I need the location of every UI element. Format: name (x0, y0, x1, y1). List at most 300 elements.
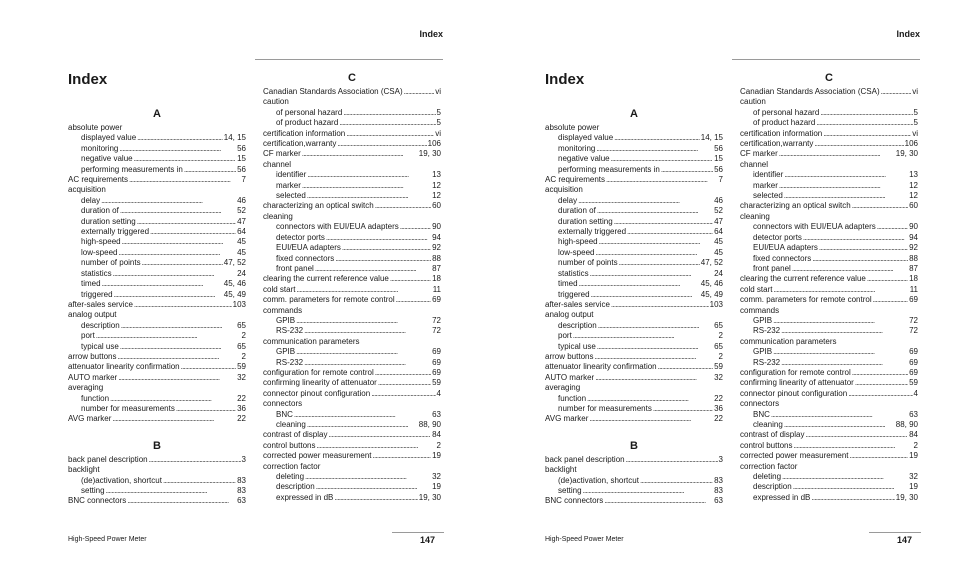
dot-leader (316, 441, 435, 451)
entry-page-ref: 19 (432, 482, 441, 492)
section-c-entries (263, 87, 441, 503)
index-entry (740, 149, 918, 159)
entry-text: statistics (81, 268, 112, 278)
index-entry (263, 430, 441, 440)
dot-leader (120, 206, 236, 216)
entry-page-ref: 32 (432, 472, 441, 482)
index-column-right (263, 72, 441, 503)
index-subentry (545, 217, 723, 227)
entry-text: contrast of display (263, 430, 328, 440)
entry-page-ref: 2 (241, 331, 246, 341)
entry-text: performing measurements in (558, 164, 660, 174)
index-subentry (545, 290, 723, 300)
index-subentry (68, 321, 246, 331)
dot-leader (773, 285, 908, 295)
entry-text: marker (276, 180, 301, 190)
dot-leader (396, 295, 431, 305)
dot-leader (852, 368, 908, 378)
index-entry (740, 87, 918, 97)
dot-leader (302, 149, 418, 159)
dot-leader (346, 129, 434, 139)
entry-text: port (81, 331, 95, 341)
dot-leader (296, 316, 431, 326)
dot-leader (611, 300, 709, 310)
running-header: Index (896, 29, 920, 39)
entry-page-ref: 94 (432, 232, 441, 242)
index-subentry (68, 258, 246, 268)
dot-leader (134, 154, 237, 164)
index-subentry (545, 248, 723, 258)
entry-page-ref: 84 (909, 430, 918, 440)
entry-page-ref: 18 (432, 274, 441, 284)
entry-page-ref: 12 (909, 191, 918, 201)
index-subentry (263, 316, 441, 326)
entry-text: displayed value (558, 133, 614, 143)
index-entry (740, 285, 918, 295)
entry-page-ref: 19, 30 (895, 149, 918, 159)
dot-leader (326, 233, 431, 243)
entry-page-ref: 19, 30 (895, 492, 918, 502)
entry-page-ref: 83 (714, 486, 723, 495)
dot-leader (779, 181, 908, 191)
entry-text: attenuator linearity confirmation (545, 362, 657, 372)
entry-page-ref: 63 (714, 496, 723, 506)
entry-page-ref: 83 (237, 475, 246, 485)
entry-text: correction factor (263, 461, 321, 471)
entry-page-ref: 32 (714, 372, 723, 382)
entry-text: certification information (740, 128, 823, 138)
page-title: Index (68, 71, 108, 88)
entry-text: duration setting (81, 216, 136, 226)
index-subentry (545, 342, 723, 352)
dot-leader (371, 389, 435, 399)
index-entry (545, 496, 723, 506)
dot-leader (113, 269, 236, 279)
entry-page-ref: 3 (241, 454, 246, 464)
entry-text: arrow buttons (68, 351, 117, 361)
index-subentry (68, 237, 246, 247)
dot-leader (390, 274, 431, 284)
dot-leader (598, 321, 713, 331)
entry-page-ref: 2 (718, 331, 723, 341)
dot-leader (877, 222, 908, 232)
entry-text: front panel (276, 263, 314, 273)
entry-text: low-speed (81, 247, 118, 257)
entry-page-ref: 47, 52 (223, 258, 246, 268)
entry-page-ref: 7 (718, 175, 723, 185)
index-entry (740, 399, 918, 409)
entry-text: BNC (276, 409, 293, 419)
entry-text: AVG marker (545, 414, 589, 424)
entry-text: AC requirements (545, 175, 606, 185)
index-entry (740, 441, 918, 451)
entry-text: connector pinout configuration (740, 388, 848, 398)
entry-page-ref: 24 (237, 268, 246, 278)
entry-text: comm. parameters for remote control (263, 295, 395, 305)
entry-text: configuration for remote control (740, 367, 851, 377)
entry-text: high-speed (558, 237, 598, 247)
entry-page-ref: 103 (709, 299, 723, 309)
entry-text: connector pinout configuration (263, 388, 371, 398)
index-subentry (545, 206, 723, 216)
entry-page-ref: 106 (904, 139, 918, 149)
dot-leader (118, 248, 236, 258)
index-subentry (68, 206, 246, 216)
entry-text: communication parameters (740, 336, 837, 346)
entry-page-ref: 19, 30 (418, 492, 441, 502)
index-entry (68, 175, 246, 185)
dot-leader (375, 368, 431, 378)
dot-leader (784, 420, 895, 430)
entry-page-ref: 2 (436, 440, 441, 450)
entry-text: of personal hazard (276, 107, 343, 117)
index-entry (740, 274, 918, 284)
index-subentry (545, 237, 723, 247)
entry-page-ref: 32 (909, 472, 918, 482)
entry-text: identifier (276, 170, 307, 180)
entry-text: connectors (740, 399, 780, 409)
entry-text: triggered (81, 289, 113, 299)
entry-page-ref: 36 (237, 403, 246, 413)
dot-leader (578, 196, 713, 206)
dot-leader (137, 217, 236, 227)
dot-leader (400, 222, 431, 232)
index-subentry (263, 118, 441, 128)
entry-text: corrected power measurement (263, 451, 372, 461)
dot-leader (771, 410, 908, 420)
entry-text: CF marker (263, 149, 301, 159)
index-entry (740, 97, 918, 107)
dot-leader (820, 108, 912, 118)
index-entry (545, 175, 723, 185)
entry-text: (de)activation, shortcut (558, 475, 639, 485)
index-page-right (477, 0, 954, 580)
dot-leader (873, 295, 908, 305)
index-entry (740, 378, 918, 388)
index-subentry (740, 170, 918, 180)
dot-leader (773, 347, 908, 357)
dot-leader (307, 170, 431, 180)
dot-leader (304, 358, 431, 368)
entry-page-ref: 5 (436, 107, 441, 117)
dot-leader (855, 378, 908, 388)
index-subentry (68, 331, 246, 341)
dot-leader (614, 133, 700, 143)
index-column-left (68, 108, 246, 507)
dot-leader (335, 254, 431, 264)
index-subentry (545, 476, 723, 486)
dot-leader (819, 243, 908, 253)
entry-text: attenuator linearity confirmation (68, 362, 180, 372)
entry-text: expressed in dB (276, 492, 334, 502)
entry-text: of personal hazard (753, 107, 820, 117)
entry-page-ref: 92 (432, 243, 441, 253)
index-entry (263, 274, 441, 284)
dot-leader (343, 108, 435, 118)
index-subentry (740, 358, 918, 368)
index-subentry (68, 227, 246, 237)
entry-text: certification,warranty (263, 139, 337, 149)
index-subentry (263, 222, 441, 232)
index-subentry (263, 493, 441, 503)
entry-page-ref: 45, 49 (700, 289, 723, 299)
entry-text: (de)activation, shortcut (81, 475, 162, 485)
entry-text: typical use (81, 341, 119, 351)
footer-product: High-Speed Power Meter (545, 536, 624, 543)
index-subentry (263, 108, 441, 118)
section-letter-b: B (153, 439, 161, 452)
index-subentry (740, 254, 918, 264)
dot-leader (117, 352, 240, 362)
dot-leader (305, 472, 431, 482)
index-entry (263, 97, 441, 107)
dot-leader (149, 455, 241, 465)
entry-text: setting (81, 486, 105, 495)
entry-text: averaging (68, 383, 104, 393)
entry-page-ref: 2 (913, 440, 918, 450)
entry-text: detector ports (276, 232, 325, 242)
index-subentry (68, 404, 246, 414)
index-subentry (68, 196, 246, 206)
index-subentry (68, 165, 246, 175)
entry-page-ref: 65 (714, 341, 723, 351)
entry-text: externally triggered (558, 227, 627, 237)
footer-rule (869, 532, 921, 533)
entry-page-ref: 72 (432, 326, 441, 336)
entry-text: negative value (558, 154, 610, 164)
entry-text: number of points (81, 258, 141, 268)
footer-product: High-Speed Power Meter (68, 536, 147, 543)
entry-text: delay (81, 195, 101, 205)
entry-page-ref: 59 (237, 362, 246, 372)
entry-text: duration setting (558, 216, 613, 226)
index-subentry (545, 269, 723, 279)
dot-leader (307, 191, 431, 201)
entry-text: AUTO marker (545, 372, 595, 382)
entry-text: averaging (545, 383, 581, 393)
entry-text: expressed in dB (753, 492, 811, 502)
entry-page-ref: 14, 15 (700, 133, 723, 143)
entry-page-ref: 63 (432, 409, 441, 419)
entry-page-ref: 72 (432, 315, 441, 325)
entry-text: after-sales service (545, 299, 610, 309)
index-subentry (740, 420, 918, 430)
entry-page-ref: 45 (237, 237, 246, 247)
dot-leader (304, 326, 431, 336)
entry-text: connectors with EUI/EUA adapters (276, 222, 399, 232)
dot-leader (163, 476, 236, 486)
dot-leader (626, 455, 718, 465)
entry-page-ref: 59 (909, 378, 918, 388)
entry-text: BNC connectors (68, 496, 127, 506)
entry-page-ref: 22 (237, 414, 246, 424)
entry-page-ref: vi (435, 128, 441, 138)
entry-text: GPIB (276, 347, 296, 357)
index-subentry (545, 227, 723, 237)
entry-text: low-speed (558, 247, 595, 257)
dot-leader (176, 404, 236, 414)
entry-text: backlight (545, 465, 577, 475)
entry-text: high-speed (81, 237, 121, 247)
index-entry (740, 337, 918, 347)
dot-leader (142, 258, 223, 268)
dot-leader (307, 420, 418, 430)
section-letter-b: B (630, 439, 638, 452)
entry-text: communication parameters (263, 336, 360, 346)
entry-text: RS-232 (276, 326, 304, 336)
entry-page-ref: 72 (909, 326, 918, 336)
entry-text: absolute power (68, 123, 123, 132)
entry-page-ref: 19 (432, 451, 441, 461)
dot-leader (627, 227, 713, 237)
entry-page-ref: 56 (237, 164, 246, 174)
index-subentry (68, 269, 246, 279)
index-subentry (740, 410, 918, 420)
entry-text: channel (740, 159, 769, 169)
index-entry (263, 389, 441, 399)
entry-text: description (276, 482, 315, 492)
entry-page-ref: 90 (909, 222, 918, 232)
entry-text: duration of (81, 206, 119, 216)
entry-text: selected (276, 191, 306, 201)
entry-text: connectors with EUI/EUA adapters (753, 222, 876, 232)
entry-text: comm. parameters for remote control (740, 295, 872, 305)
entry-text: after-sales service (68, 299, 133, 309)
index-subentry (740, 181, 918, 191)
index-entry (263, 160, 441, 170)
dot-leader (823, 129, 911, 139)
entry-text: control buttons (263, 440, 316, 450)
dot-leader (816, 118, 912, 128)
entry-text: acquisition (545, 185, 583, 195)
index-entry (263, 337, 441, 347)
entry-page-ref: 63 (237, 496, 246, 506)
dot-leader (296, 347, 431, 357)
entry-page-ref: 45, 46 (223, 279, 246, 289)
dot-leader (793, 482, 908, 492)
index-subentry (68, 486, 246, 496)
section-letter-a: A (153, 108, 161, 120)
dot-leader (296, 285, 431, 295)
dot-leader (181, 362, 236, 372)
dot-leader (784, 191, 908, 201)
entry-text: deleting (753, 472, 782, 482)
entry-text: cold start (740, 284, 773, 294)
entry-page-ref: 15 (714, 154, 723, 164)
entry-text: CF marker (740, 149, 778, 159)
index-entry (740, 160, 918, 170)
entry-page-ref: 45, 49 (223, 289, 246, 299)
entry-page-ref: 5 (913, 118, 918, 128)
index-subentry (263, 243, 441, 253)
dot-leader (619, 258, 700, 268)
dot-leader (594, 352, 717, 362)
index-entry (263, 139, 441, 149)
index-subentry (263, 254, 441, 264)
entry-page-ref: 22 (714, 414, 723, 424)
entry-page-ref: 19 (909, 482, 918, 492)
entry-page-ref: 92 (909, 243, 918, 253)
dot-leader (315, 264, 431, 274)
index-subentry (263, 191, 441, 201)
index-entry (263, 285, 441, 295)
entry-text: RS-232 (276, 357, 304, 367)
section-letter-c: C (825, 72, 833, 84)
dot-leader (661, 165, 713, 175)
dot-leader (779, 149, 895, 159)
dot-leader (812, 254, 908, 264)
index-entry (740, 451, 918, 461)
index-entry (68, 496, 246, 506)
page-number: 147 (420, 535, 436, 545)
dot-leader (112, 414, 236, 424)
index-subentry (263, 181, 441, 191)
entry-text: cleaning (740, 211, 770, 221)
entry-page-ref: 11 (909, 284, 918, 294)
dot-leader (848, 389, 912, 399)
entry-page-ref: 4 (436, 388, 441, 398)
dot-leader (867, 274, 908, 284)
entry-text: configuration for remote control (263, 367, 374, 377)
entry-page-ref: 69 (909, 357, 918, 367)
index-subentry (545, 394, 723, 404)
entry-page-ref: 46 (237, 195, 246, 205)
dot-leader (773, 316, 908, 326)
dot-leader (606, 175, 718, 185)
entry-text: of product hazard (276, 118, 339, 128)
entry-page-ref: 11 (432, 284, 441, 294)
entry-text: AVG marker (68, 414, 112, 424)
entry-page-ref: 19, 30 (418, 149, 441, 159)
index-subentry (68, 476, 246, 486)
dot-leader (852, 201, 908, 211)
dot-leader (106, 486, 237, 496)
dot-leader (811, 493, 894, 503)
entry-page-ref: 65 (237, 320, 246, 330)
entry-text: detector ports (753, 232, 802, 242)
index-entry (545, 300, 723, 310)
entry-page-ref: 13 (432, 170, 441, 180)
entry-text: identifier (753, 170, 784, 180)
index-entry (545, 465, 723, 475)
entry-page-ref: 69 (909, 367, 918, 377)
index-subentry (68, 290, 246, 300)
entry-page-ref: 47, 52 (700, 258, 723, 268)
entry-page-ref: 87 (909, 263, 918, 273)
index-entry (263, 201, 441, 211)
index-entry (68, 300, 246, 310)
entry-page-ref: 84 (432, 430, 441, 440)
entry-text: connectors (263, 399, 303, 409)
index-subentry (740, 482, 918, 492)
section-b-entries (68, 455, 246, 507)
entry-text: of product hazard (753, 118, 816, 128)
index-subentry (263, 347, 441, 357)
entry-text: channel (263, 159, 292, 169)
dot-leader (573, 331, 718, 341)
index-subentry (545, 331, 723, 341)
index-entry (68, 373, 246, 383)
dot-leader (793, 441, 912, 451)
entry-page-ref: 87 (432, 263, 441, 273)
dot-leader (591, 290, 700, 300)
dot-leader (120, 342, 236, 352)
entry-text: GPIB (753, 347, 773, 357)
index-entry (545, 352, 723, 362)
dot-leader (337, 139, 426, 149)
index-entry (545, 414, 723, 424)
dot-leader (590, 269, 713, 279)
